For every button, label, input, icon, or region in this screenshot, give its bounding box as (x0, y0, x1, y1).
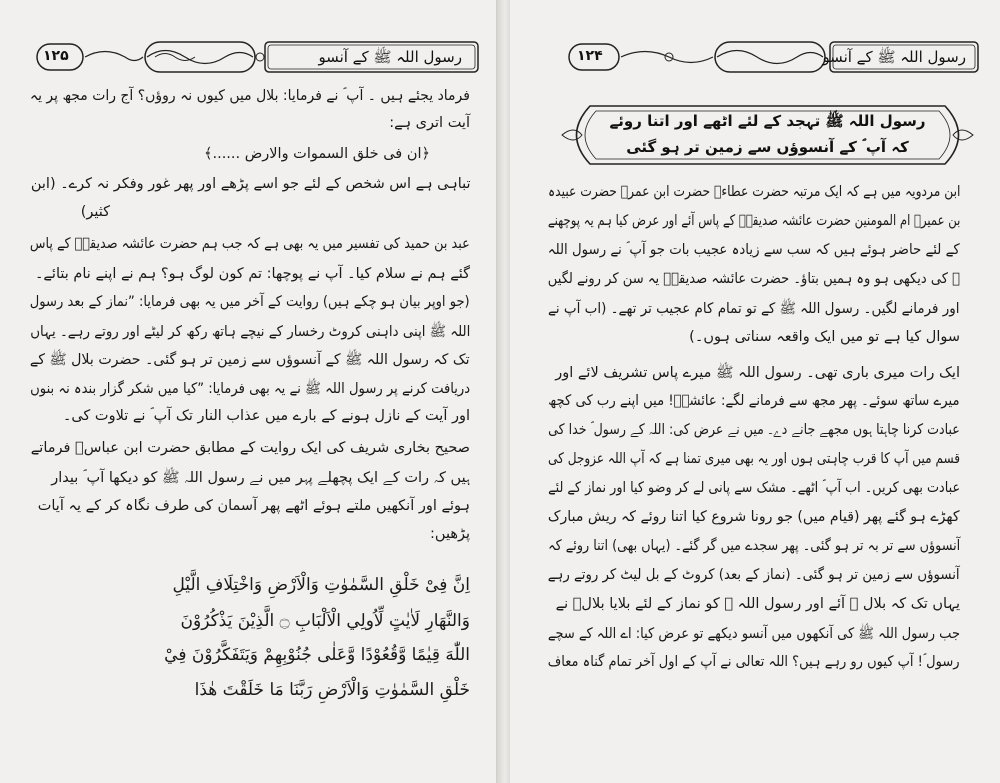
page-header (565, 40, 980, 74)
text-line: عبادت بھی کریں۔ اب آپ ؐ اٹھے۔ مشک سے پانی لے کر وضو کیا اور نماز کے لئے (548, 480, 960, 496)
text-line: رسول ؐ! آپ کیوں رو رہے ہیں؟ اللہ تعالی نے آپ کے اول آخر تمام گناہ معاف (548, 654, 960, 670)
text-line: صحیح بخاری شریف کی ایک روایت کے مطابق حضرت ابن عباسؓ فرماتے (30, 440, 470, 456)
text-line: عبادت کرنا چاہتا ہوں مجھے جانے دے۔ میں نے عرض کی: اللہ کے رسول ؐ خدا کی (548, 422, 960, 438)
heading-frame (560, 100, 975, 170)
text-line: تباہی ہے اس شخص کے لئے جو اسے پڑھے اور پھر غور وفکر نہ کرے۔ (ابن (30, 176, 470, 192)
text-line: سوال کیا ہے تو میں ایک واقعہ سناتی ہوں۔) (689, 329, 960, 345)
text-line: اللہ ﷺ اپنی داہنی کروٹ رخسار کے نیچے ہاتھ رکھ کر لیٹے اور روتے رہے۔ یہاں (29, 324, 470, 340)
text-line: ﴿ان فی خلق السموات والارض ......﴾ (203, 146, 430, 162)
page-number: ۱۲۴ (577, 48, 603, 64)
quran-line: اِنَّ فِیْ خَلْقِ السَّمٰوٰتِ وَالْاَرْضِ وَاخْتِلَافِ الَّیْلِ (172, 575, 470, 595)
quran-line: خَلْقِ السَّمٰوٰتِ وَالْاَرْضِ رَبَّنَا مَا خَلَقْتَ هٰذَا (194, 680, 470, 700)
text-line: جب رسول اللہ ﷺ کی آنکھوں میں آنسو دیکھے تو عرض کیا: اے اللہ کے سچے (547, 626, 960, 642)
quran-line: وَالنَّهَارِ لَاٰيٰتٍ لِّاُولِي الْاَلْبَابِ ۝ الَّذِيْنَ يَذْكُرُوْنَ (180, 611, 470, 631)
text-line: اور فرمانے لگیں۔ رسول اللہ ﷺ کے تو تمام کام عجیب تر تھے۔ (اب آپ نے (548, 301, 960, 317)
text-line: اور آیت کے نازل ہونے کے بارے میں عذاب النار تک آپ ؐ نے تلاوت کی۔ (62, 408, 470, 424)
text-line: تک کہ رسول اللہ ﷺ کے آنسوؤں سے زمین تر ہو گئی۔ حضرت بلال ﷺ کے (30, 352, 470, 368)
text-line: (جو اوپر بیان ہو چکے ہیں) روایت کے آخر میں یہ بھی فرمایا: ”نماز کے بعد رسول (30, 294, 470, 310)
text-line: کے لئے حاضر ہوئے ہیں کہ سب سے زیادہ عجیب بات جو آپ ؐ نے رسول اللہ (548, 242, 960, 258)
text-line: آنسوؤں سے تر بہ تر ہو گئی۔ پھر سجدے میں گر گئے۔ (یہاں بھی) اتنا روئے کہ (547, 538, 960, 554)
chapter-heading (560, 100, 975, 170)
left-page (0, 0, 497, 783)
text-line: قسم میں آپ کا قرب چاہتی ہوں اور یہ بھی میری تمنا ہے کہ آپ اللہ عزوجل کی (547, 451, 960, 467)
running-title: رسول اللہ ﷺ کے آنسو (318, 48, 462, 66)
text-line: فرماد یجئے ہیں ۔ آپ ؐ نے فرمایا: بلال میں کیوں نہ روؤں؟ آج رات مجھ پر یہ (29, 88, 470, 104)
heading-line: کہ آپ ؐ کے آنسوؤں سے زمین تر ہو گئی (626, 138, 909, 156)
text-line: ابن مردویہ میں ہے کہ ایک مرتبہ حضرت عطاءؒ حضرت ابن عمرؓ حضرت عبیدہ (547, 184, 960, 200)
text-line: ہوئے اور آنکھیں ملتے ہوئے اٹھے پھر آسمان کی طرف نگاہ کر کے یہ آیات (37, 498, 470, 514)
text-line: ہیں کہ رات کے ایک پچھلے پہر میں نے رسول اللہ ﷺ کو دیکھا آپ ؐ بیدار (51, 470, 470, 486)
text-line: عبد بن حمید کی تفسیر میں یہ بھی ہے کہ جب ہم حضرت عائشہ صدیقہؓ کے پاس (30, 236, 470, 252)
text-line: یہاں تک کہ بلال ﷺ آئے اور رسول اللہ ﷺ کو نماز کے لئے بلایا بلالؓ نے (555, 596, 960, 612)
text-line: کھڑے ہو گئے پھر (قیام میں) جو رونا شروع کیا اتنا روئے کہ ریش مبارک (548, 509, 960, 525)
text-line: ایک رات میری باری تھی۔ رسول اللہ ﷺ میرے پاس تشریف لائے اور (555, 365, 960, 381)
text-line: پڑھیں: (430, 526, 470, 542)
text-line: بن عمیرؓ ام المومنین حضرت عائشہ صدیقہؓ کے پاس آئے اور عرض کیا ہم یہ پوچھنے (547, 213, 960, 229)
page-header (35, 40, 480, 74)
text-line: میرے ساتھ سوئے۔ پھر مجھ سے فرمانے لگے: عائشہؓ! میں اپنے رب کی کچھ (548, 393, 960, 409)
quran-line: اللّٰهَ قِيٰمًا وَّقُعُوْدًا وَّعَلٰى جُنُوْبِهِمْ وَيَتَفَكَّرُوْنَ فِيْ (164, 645, 470, 665)
text-line: ﷺ کی دیکھی ہو وہ ہمیں بتاؤ۔ حضرت عائشہ صدیقہؓ یہ سن کر رونے لگیں (547, 271, 960, 287)
text-line: دریافت کرنے پر رسول اللہ ﷺ نے یہ بھی فرمایا: ”کیا میں شکر گزار بندہ نہ بنوں (29, 381, 470, 397)
book-gutter (497, 0, 510, 783)
text-line: گئے ہم نے سلام کیا۔ آپ نے پوچھا: تم کون لوگ ہو؟ ہم نے اپنے نام بتائے۔ (34, 266, 470, 282)
text-line: آیت اتری ہے: (389, 115, 470, 131)
text-line: کثیر) (80, 204, 110, 220)
page-number: ۱۲۵ (43, 48, 69, 64)
text-line: آنسوؤں سے زمین تر ہو گئی۔ (نماز کے بعد) کروٹ کے بل لیٹ کر روتے رہے (548, 567, 960, 583)
running-title: رسول اللہ ﷺ کے آنسو (822, 48, 966, 66)
right-page (510, 0, 1000, 783)
heading-line: رسول اللہ ﷺ تہجد کے لئے اٹھے اور اتنا روئے (609, 112, 926, 130)
